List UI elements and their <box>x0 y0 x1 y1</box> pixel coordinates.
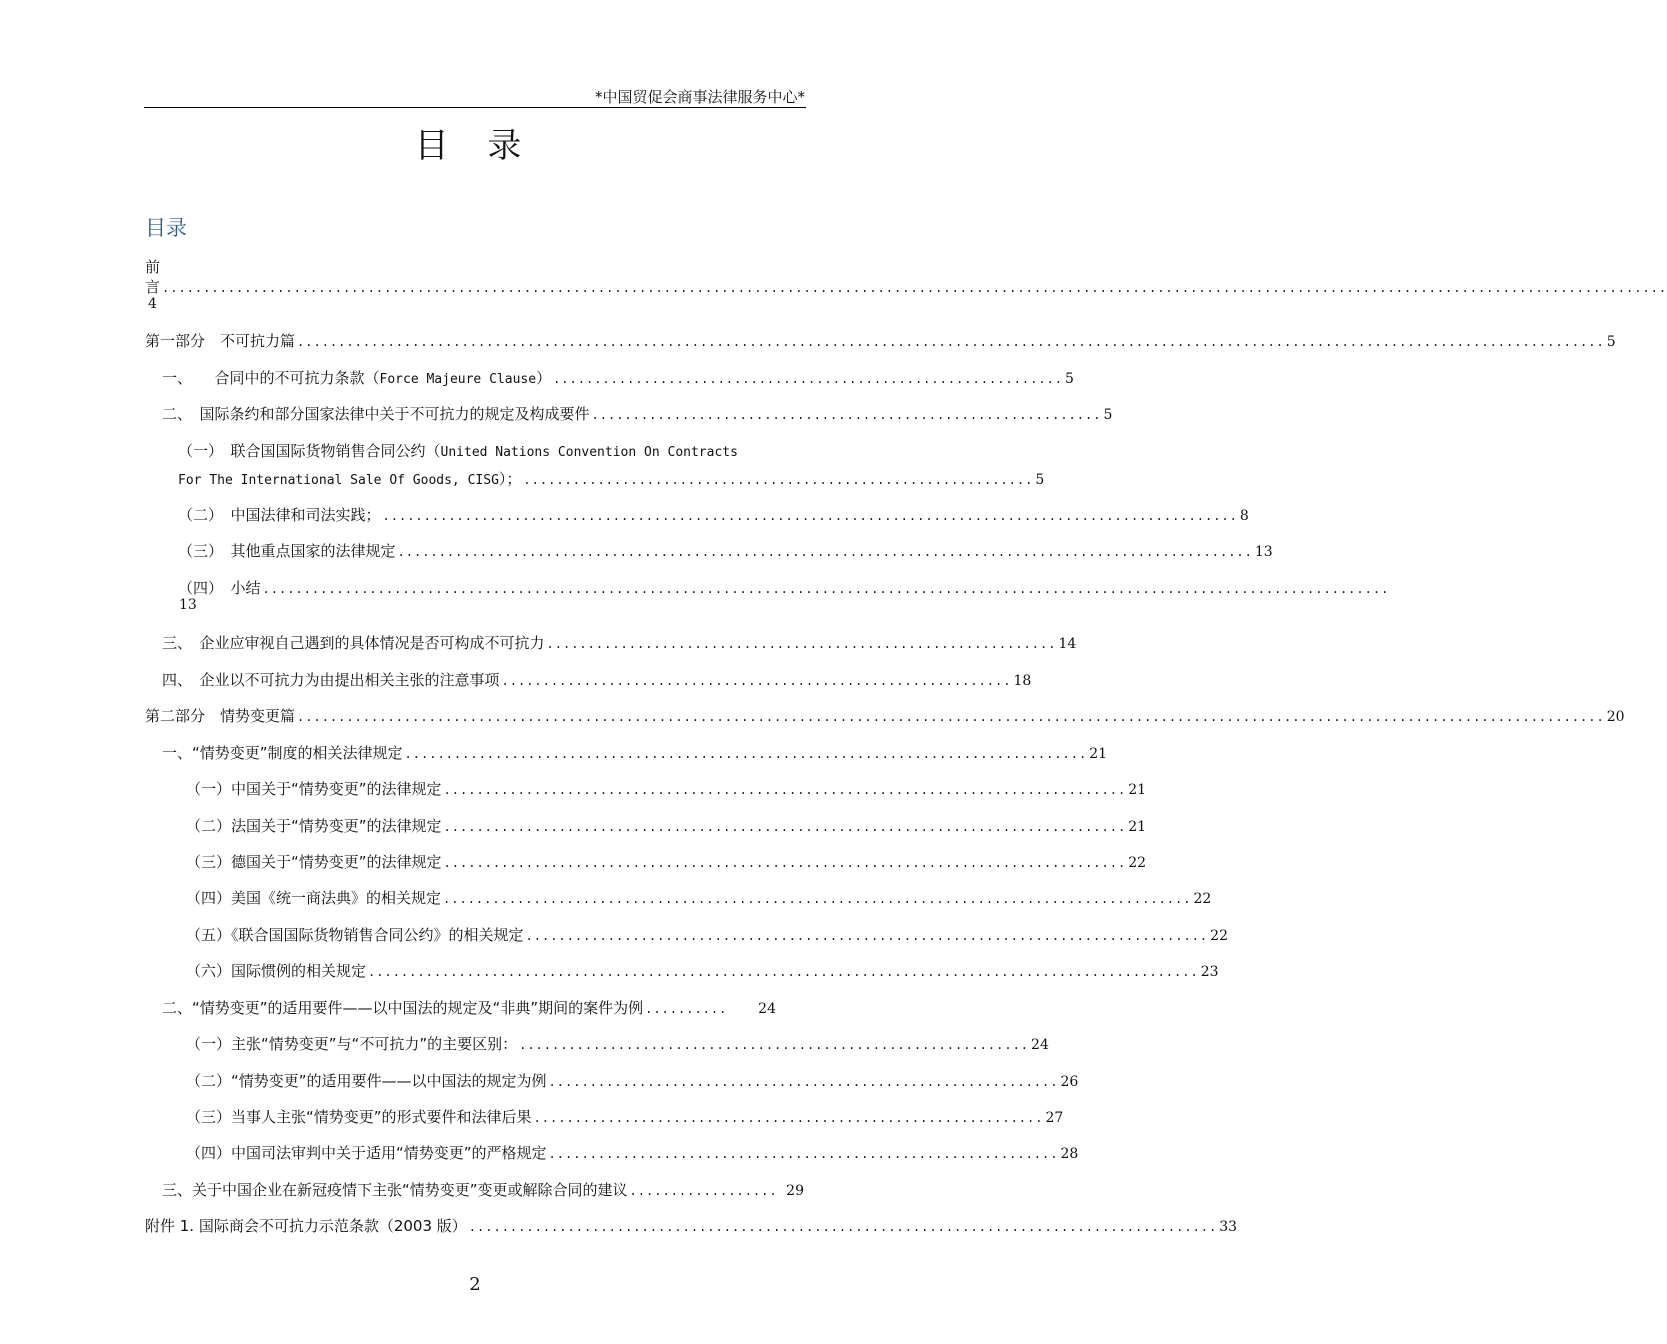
running-header: *中国贸促会商事法律服务中心* <box>594 88 805 106</box>
leader-dots: .............................................................. <box>548 1075 1059 1089</box>
toc-page-number: 5 <box>1103 407 1113 423</box>
toc-entry-part2[interactable] <box>145 706 1625 727</box>
toc-entry-appendix-1[interactable] <box>145 1216 1238 1237</box>
leader-dots: ........................................................................................... <box>443 892 1192 906</box>
toc-entry-label <box>178 469 521 491</box>
leader-dots: ......................................................................................................................................... <box>262 582 1390 596</box>
label-text: 一、 合同中的不可抗力条款（ <box>162 369 380 387</box>
toc-entry-2-2-1[interactable] <box>186 1034 1049 1055</box>
toc-entry-label: （六）国际惯例的相关规定 <box>186 962 367 980</box>
toc-entry-2-2-4[interactable] <box>186 1143 1079 1164</box>
toc-entry-label: （一）中国关于“情势变更”的法律规定 <box>186 780 442 798</box>
toc-entry-label: （三）德国关于“情势变更”的法律规定 <box>186 853 442 871</box>
toc-entry-2-1-4[interactable] <box>186 888 1212 909</box>
toc-entry-label: 第二部分 情势变更篇 <box>145 707 296 725</box>
toc-page-number: 21 <box>1128 782 1147 798</box>
toc-entry-label: 附件 1. 国际商会不可抗力示范条款（2003 版） <box>145 1217 467 1235</box>
leader-dots: ................................................................................... <box>404 747 1088 761</box>
toc-entry-label: （二）“情势变更”的适用要件——以中国法的规定为例 <box>186 1072 547 1090</box>
leader-dots: ....................................................................................................................................................................................... <box>162 281 1667 295</box>
toc-page-number: 14 <box>1058 636 1077 652</box>
toc-entry-2-3[interactable] <box>162 1180 804 1201</box>
toc-page-number: 5 <box>1065 371 1074 387</box>
leader-dots: ........................................................................................... <box>468 1220 1218 1234</box>
toc-page-number: 20 <box>1606 709 1625 725</box>
leader-dots: .............................................................. <box>533 1111 1044 1125</box>
toc-entry-2-1-1[interactable] <box>186 779 1147 800</box>
toc-page-number: 26 <box>1060 1074 1079 1090</box>
leader-dots: .............................................................. <box>553 372 1064 386</box>
toc-entry-label: 四、 企业以不可抗力为由提出相关主张的注意事项 <box>162 671 500 689</box>
toc-entry-2-2[interactable] <box>162 998 776 1019</box>
toc-page-number: 5 <box>1035 472 1045 488</box>
toc-entry-1-2[interactable] <box>162 404 1113 425</box>
toc-entry-2-1[interactable] <box>162 743 1108 764</box>
toc-page-number: 28 <box>1060 1146 1079 1162</box>
toc-entry-2-1-3[interactable] <box>186 852 1147 873</box>
leader-dots: .......... <box>645 1002 728 1016</box>
toc-page-number: 22 <box>1128 855 1147 871</box>
toc-entry-1-2-2[interactable] <box>178 505 1249 526</box>
leader-dots: ................................................................................... <box>525 929 1209 943</box>
toc-entry-1-3[interactable] <box>162 633 1077 654</box>
label-text: （一） 联合国国际货物销售合同公约（ <box>178 442 441 460</box>
toc-page-number: 13 <box>179 597 197 613</box>
label-english: United Nations Convention On Contracts <box>440 445 738 460</box>
toc-page-number: 24 <box>1031 1037 1049 1053</box>
toc-heading: 目录 <box>145 216 187 240</box>
toc-page-number: 29 <box>786 1183 804 1199</box>
toc-entry-label: （三） 其他重点国家的法律规定 <box>178 542 396 560</box>
toc-entry-label: （四） 小结 <box>178 579 261 597</box>
leader-dots: .............................................................. <box>546 637 1057 651</box>
toc-entry-label: （四）中国司法审判中关于适用“情势变更”的严格规定 <box>186 1144 547 1162</box>
toc-page-number: 5 <box>1606 334 1616 350</box>
toc-entry-label: （三）当事人主张“情势变更”的形式要件和法律后果 <box>186 1108 532 1126</box>
toc-page-number: 21 <box>1128 819 1147 835</box>
leader-dots: .............................................................. <box>591 408 1102 422</box>
leader-dots: ............................................................................................................................................................... <box>297 710 1605 724</box>
toc-entry-preface[interactable] <box>145 277 1667 298</box>
leader-dots: .................. <box>629 1184 778 1198</box>
toc-entry-label: （二）法国关于“情势变更”的法律规定 <box>186 817 442 835</box>
toc-entry-1-2-3[interactable] <box>178 541 1273 562</box>
leader-dots: ................................................................................... <box>443 783 1127 797</box>
label-english: For The International Sale Of Goods, CISG <box>178 473 499 488</box>
leader-dots: .............................................................. <box>548 1147 1059 1161</box>
page-number: 2 <box>469 1274 481 1295</box>
toc-page-number: 27 <box>1045 1110 1064 1126</box>
toc-entry-label <box>162 368 551 390</box>
toc-page-number: 24 <box>758 1001 776 1017</box>
toc-entry-label: 第一部分 不可抗力篇 <box>145 332 296 350</box>
toc-entry-preface-char1: 前 <box>145 258 161 276</box>
toc-entry-2-2-3[interactable] <box>186 1107 1064 1128</box>
toc-entry-1-1[interactable] <box>162 368 1074 390</box>
leader-dots: .............................................................. <box>523 473 1034 487</box>
toc-page-number: 13 <box>1254 544 1273 560</box>
label-end: ）； <box>498 470 522 488</box>
toc-entry-label: 三、关于中国企业在新冠疫情下主张“情势变更”变更或解除合同的建议 <box>162 1181 628 1199</box>
toc-entry-1-2-4[interactable] <box>178 578 1390 599</box>
toc-page-number: 21 <box>1089 746 1108 762</box>
toc-entry-label: （五）《联合国国际货物销售合同公约》的相关规定 <box>186 926 524 944</box>
toc-entry-2-1-6[interactable] <box>186 961 1219 982</box>
toc-entry-1-2-1[interactable] <box>178 469 1045 491</box>
leader-dots: ........................................................................................................ <box>382 509 1238 523</box>
leader-dots: ................................................................................... <box>443 820 1127 834</box>
toc-page-number: 18 <box>1013 673 1032 689</box>
toc-page-number: 4 <box>148 296 157 312</box>
toc-entry-label: 言 <box>145 278 161 296</box>
leader-dots: ..................................................................................................... <box>368 965 1199 979</box>
leader-dots: ............................................................................................................................................................... <box>297 335 1605 349</box>
toc-entry-label: 二、“情势变更”的适用要件——以中国法的规定及“非典”期间的案件为例 <box>162 999 644 1017</box>
leader-dots: ........................................................................................................ <box>397 545 1253 559</box>
toc-entry-label: 三、 企业应审视自己遇到的具体情况是否可构成不可抗力 <box>162 634 545 652</box>
header-rule <box>144 107 806 108</box>
toc-entry-1-4[interactable] <box>162 670 1032 691</box>
toc-entry-1-2-1-line1[interactable] <box>178 441 738 463</box>
toc-entry-2-1-2[interactable] <box>186 816 1147 837</box>
leader-dots: .............................................................. <box>501 674 1012 688</box>
toc-entry-label: （四）美国《统一商法典》的相关规定 <box>186 889 442 907</box>
toc-entry-label: 一、“情势变更”制度的相关法律规定 <box>162 744 403 762</box>
label-end: ） <box>536 369 552 387</box>
toc-entry-label: （二） 中国法律和司法实践； <box>178 506 381 524</box>
toc-page-number: 33 <box>1219 1219 1238 1235</box>
toc-entry-part1[interactable] <box>145 331 1616 352</box>
toc-page-number: 22 <box>1193 891 1212 907</box>
toc-page-number: 8 <box>1239 508 1249 524</box>
leader-dots: .............................................................. <box>519 1038 1030 1052</box>
toc-entry-label: 二、 国际条约和部分国家法律中关于不可抗力的规定及构成要件 <box>162 405 590 423</box>
page-title: 目 录 <box>414 126 536 166</box>
label-english: Force Majeure Clause <box>379 372 537 387</box>
toc-entry-2-1-5[interactable] <box>186 925 1228 946</box>
toc-entry-label: （一）主张“情势变更”与“不可抗力”的主要区别： <box>186 1035 518 1053</box>
toc-page-number: 23 <box>1200 964 1219 980</box>
toc-page-number: 22 <box>1210 928 1228 944</box>
toc-entry-2-2-2[interactable] <box>186 1071 1079 1092</box>
leader-dots: ................................................................................... <box>443 856 1127 870</box>
